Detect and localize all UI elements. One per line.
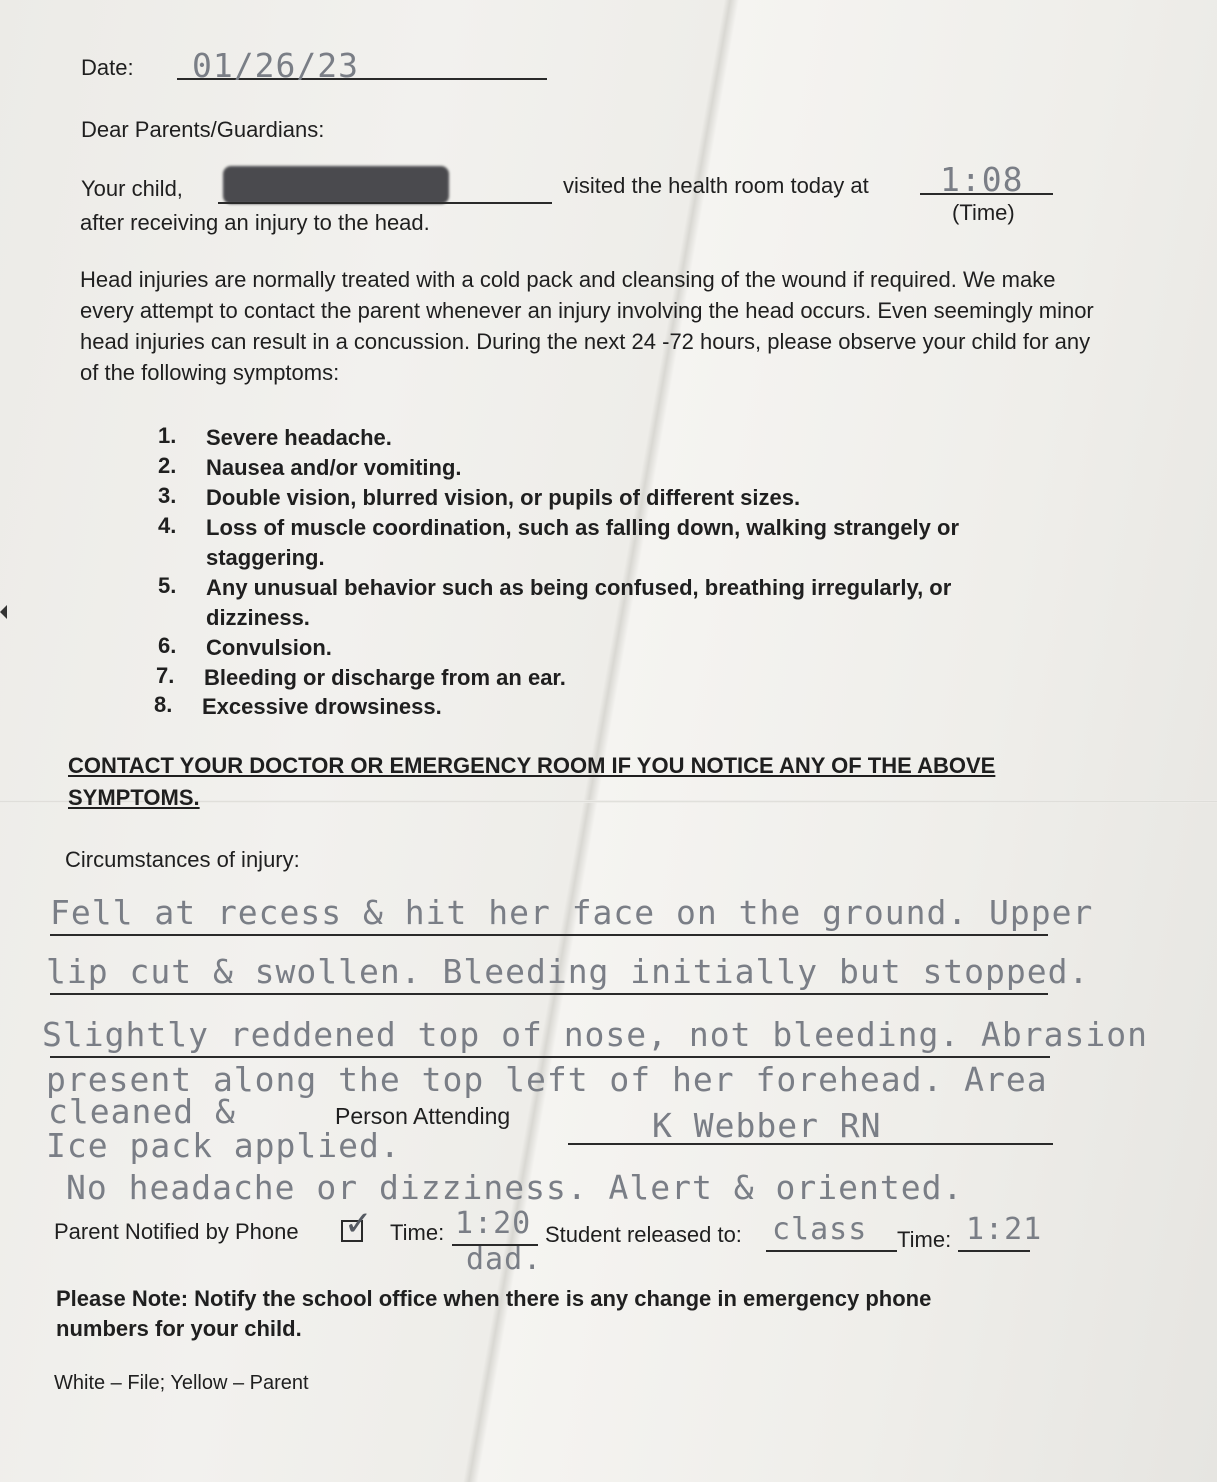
released-to-label: Student released to: <box>545 1222 742 1247</box>
released-time-value: 1:21 <box>966 1212 1043 1247</box>
notified-time-value: 1:20 <box>455 1206 532 1241</box>
please-note: Please Note: Notify the school office when there is any change in emergency phone numbers for your child. <box>56 1286 932 1341</box>
writing-line <box>50 1056 1050 1058</box>
circumstance-line: cleaned & <box>48 1092 236 1131</box>
symptom-number: 1. <box>158 423 177 448</box>
released-to-line <box>766 1250 897 1252</box>
check-mark-icon: ✓ <box>344 1204 373 1244</box>
visited-label: visited the health room today at <box>563 173 869 198</box>
visit-time-value: 1:08 <box>940 160 1024 199</box>
circumstance-line: lip cut & swollen. Bleeding initially but stopped. <box>46 952 1090 991</box>
redacted-name <box>223 166 449 204</box>
symptom-number: 2. <box>158 453 177 478</box>
your-child-label: Your child, <box>81 176 183 201</box>
circumstance-line: present along the top left of her forehead. Area <box>46 1060 1048 1099</box>
released-to-value: class <box>772 1212 868 1247</box>
symptom-text: Any unusual behavior such as being confused, breathing irregularly, or dizziness. <box>206 575 952 630</box>
greeting: Dear Parents/Guardians: <box>81 117 325 142</box>
date-label: Date: <box>81 55 134 80</box>
circumstance-line: Slightly reddened top of nose, not bleeding. Abrasion <box>42 1015 1148 1054</box>
notified-time-label: Time: <box>390 1220 445 1245</box>
symptom-text: Convulsion. <box>206 635 332 660</box>
circumstance-line: No headache or dizziness. Alert & oriented. <box>66 1168 964 1207</box>
child-name-line <box>218 202 552 204</box>
symptom-text: Excessive drowsiness. <box>202 694 442 719</box>
symptom-text: Nausea and/or vomiting. <box>206 455 462 480</box>
symptom-number: 6. <box>158 633 177 658</box>
symptom-text: Severe headache. <box>206 425 392 450</box>
symptom-number: 5. <box>158 573 177 598</box>
person-attending-value: K Webber RN <box>652 1106 882 1145</box>
circumstances-label: Circumstances of injury: <box>65 847 300 872</box>
writing-line <box>50 934 1048 936</box>
released-time-label: Time: <box>897 1227 952 1252</box>
parent-notified-label: Parent Notified by Phone <box>54 1219 299 1244</box>
symptom-number: 4. <box>158 513 177 538</box>
copy-distribution-footer: White – File; Yellow – Parent <box>54 1372 309 1394</box>
notified-who: dad. <box>466 1242 543 1277</box>
person-attending-label: Person Attending <box>335 1103 511 1129</box>
released-time-line <box>958 1250 1030 1252</box>
time-caption: (Time) <box>952 200 1015 225</box>
symptom-number: 8. <box>154 692 173 717</box>
intro-paragraph: Head injuries are normally treated with a cold pack and cleansing of the wound if required. We make every attempt to contact the parent whenever an injury involving the head occurs. Even seemingly minor head injuries can result in a concussion. During the next 24 -72 hours, please observe your child for any of the following symptoms: <box>80 267 1094 385</box>
symptom-number: 3. <box>158 483 177 508</box>
after-injury-text: after receiving an injury to the head. <box>80 210 430 235</box>
circumstance-line: Fell at recess & hit her face on the ground. Upper <box>50 893 1094 932</box>
symptom-text: Double vision, blurred vision, or pupils of different sizes. <box>206 485 801 510</box>
contact-warning: CONTACT YOUR DOCTOR OR EMERGENCY ROOM IF YOU NOTICE ANY OF THE ABOVE SYMPTOMS. <box>68 753 996 810</box>
writing-line <box>50 993 1048 995</box>
date-value: 01/26/23 <box>192 46 359 85</box>
symptom-number: 7. <box>156 663 175 688</box>
edge-mark <box>0 605 7 619</box>
symptom-text: Loss of muscle coordination, such as falling down, walking strangely or staggering. <box>206 515 960 570</box>
symptom-text: Bleeding or discharge from an ear. <box>204 665 566 690</box>
circumstance-line: Ice pack applied. <box>46 1126 401 1165</box>
